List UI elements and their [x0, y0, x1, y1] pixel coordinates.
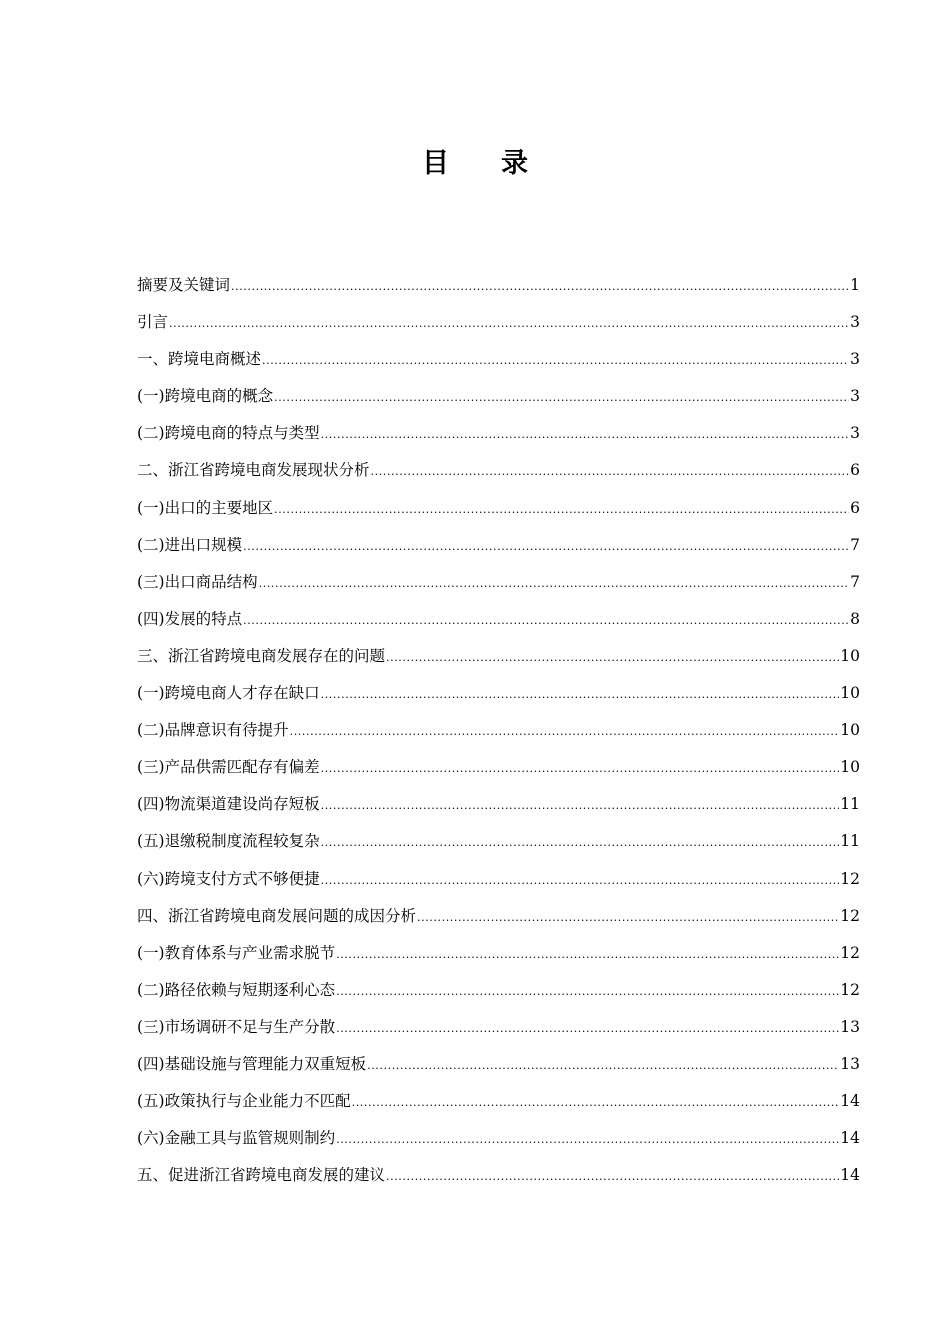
toc-entry-label: (五)政策执行与企业能力不匹配: [137, 1092, 351, 1111]
toc-entry[interactable]: [137, 901, 860, 938]
toc-entry[interactable]: [137, 604, 860, 641]
toc-dot-leader: [321, 791, 840, 821]
toc-dot-leader: [371, 457, 850, 487]
toc-entry-label: 引言: [137, 313, 169, 332]
toc-entry-label: (一)跨境电商的概念: [137, 387, 274, 406]
toc-dot-leader: [321, 866, 840, 896]
toc-entry-label: (四)物流渠道建设尚存短板: [137, 795, 320, 814]
toc-entry[interactable]: [137, 1086, 860, 1123]
toc-dot-leader: [352, 1088, 840, 1118]
toc-entry-label: 一、跨境电商概述: [137, 350, 262, 369]
toc-entry-label: (三)市场调研不足与生产分散: [137, 1017, 336, 1036]
toc-dot-leader: [336, 940, 839, 970]
toc-dot-leader: [386, 1162, 839, 1192]
toc-entry-page-number: 3: [850, 387, 860, 406]
toc-entry[interactable]: [137, 270, 860, 307]
toc-entry[interactable]: [137, 307, 860, 344]
toc-entry-page-number: 14: [840, 1092, 860, 1111]
toc-entry-label: (六)跨境支付方式不够便捷: [137, 869, 320, 888]
toc-entry-page-number: 11: [840, 795, 860, 814]
toc-dot-leader: [321, 828, 840, 858]
toc-entry-page-number: 12: [840, 906, 860, 925]
toc-entry-label: (一)跨境电商人才存在缺口: [137, 684, 320, 703]
toc-entry-page-number: 6: [850, 461, 860, 480]
toc-dot-leader: [321, 754, 840, 784]
toc-dot-leader: [169, 309, 849, 339]
toc-entry-label: (二)路径依赖与短期逐利心态: [137, 980, 336, 999]
table-of-contents: [137, 270, 860, 1197]
toc-dot-leader: [290, 717, 840, 747]
toc-dot-leader: [386, 643, 839, 673]
toc-entry[interactable]: [137, 567, 860, 604]
toc-entry[interactable]: [137, 715, 860, 752]
toc-entry-page-number: 10: [840, 684, 860, 703]
toc-entry-page-number: 10: [840, 758, 860, 777]
toc-entry[interactable]: [137, 789, 860, 826]
toc-entry[interactable]: [137, 1049, 860, 1086]
toc-entry-page-number: 10: [840, 646, 860, 665]
toc-entry-page-number: 3: [850, 424, 860, 443]
toc-entry[interactable]: [137, 493, 860, 530]
toc-entry[interactable]: [137, 530, 860, 567]
toc-entry[interactable]: [137, 975, 860, 1012]
toc-entry[interactable]: [137, 455, 860, 492]
toc-entry-page-number: 7: [850, 535, 860, 554]
toc-entry-label: 三、浙江省跨境电商发展存在的问题: [137, 646, 386, 665]
toc-entry-label: (五)退缴税制度流程较复杂: [137, 832, 320, 851]
toc-entry-page-number: 13: [840, 1054, 860, 1073]
toc-entry[interactable]: [137, 864, 860, 901]
toc-dot-leader: [367, 1051, 839, 1081]
toc-entry-page-number: 7: [850, 572, 860, 591]
toc-entry-label: (二)进出口规模: [137, 535, 243, 554]
toc-entry[interactable]: [137, 1123, 860, 1160]
toc-entry-page-number: 14: [840, 1129, 860, 1148]
toc-entry-label: (六)金融工具与监管规则制约: [137, 1129, 336, 1148]
toc-entry[interactable]: [137, 826, 860, 863]
toc-entry[interactable]: [137, 678, 860, 715]
toc-entry-label: (三)产品供需匹配存有偏差: [137, 758, 320, 777]
toc-entry-label: (二)跨境电商的特点与类型: [137, 424, 320, 443]
toc-entry-label: 四、浙江省跨境电商发展问题的成因分析: [137, 906, 417, 925]
toc-entry-page-number: 11: [840, 832, 860, 851]
toc-dot-leader: [336, 977, 839, 1007]
toc-entry-label: (二)品牌意识有待提升: [137, 721, 289, 740]
toc-entry-label: (四)发展的特点: [137, 609, 243, 628]
toc-dot-leader: [336, 1125, 839, 1155]
toc-entry-page-number: 3: [850, 350, 860, 369]
toc-entry-label: 五、促进浙江省跨境电商发展的建议: [137, 1166, 386, 1185]
toc-entry-page-number: 6: [850, 498, 860, 517]
toc-entry-page-number: 10: [840, 721, 860, 740]
page-title: 目录: [422, 148, 580, 179]
toc-dot-leader: [243, 606, 849, 636]
toc-entry-page-number: 14: [840, 1166, 860, 1185]
toc-entry[interactable]: [137, 418, 860, 455]
toc-entry[interactable]: [137, 752, 860, 789]
toc-entry-page-number: 12: [840, 943, 860, 962]
toc-dot-leader: [274, 495, 849, 525]
toc-entry-label: (三)出口商品结构: [137, 572, 258, 591]
toc-dot-leader: [321, 680, 840, 710]
toc-entry-label: (四)基础设施与管理能力双重短板: [137, 1054, 367, 1073]
toc-dot-leader: [259, 569, 850, 599]
toc-dot-leader: [417, 903, 839, 933]
toc-entry-page-number: 12: [840, 980, 860, 999]
toc-entry[interactable]: [137, 1012, 860, 1049]
toc-entry-page-number: 12: [840, 869, 860, 888]
toc-entry-page-number: 13: [840, 1017, 860, 1036]
toc-dot-leader: [262, 346, 849, 376]
toc-entry[interactable]: [137, 1160, 860, 1197]
toc-dot-leader: [336, 1014, 839, 1044]
toc-entry-page-number: 8: [850, 609, 860, 628]
toc-entry[interactable]: [137, 381, 860, 418]
toc-entry-label: 摘要及关键词: [137, 276, 231, 294]
toc-entry-page-number: 1: [850, 276, 860, 294]
toc-dot-leader: [243, 532, 849, 562]
toc-entry-label: (一)出口的主要地区: [137, 498, 274, 517]
toc-entry-page-number: 3: [850, 313, 860, 332]
toc-entry-label: (一)教育体系与产业需求脱节: [137, 943, 336, 962]
toc-entry[interactable]: [137, 641, 860, 678]
toc-dot-leader: [321, 420, 850, 450]
toc-dot-leader: [274, 383, 849, 413]
toc-entry[interactable]: [137, 938, 860, 975]
toc-entry-label: 二、浙江省跨境电商发展现状分析: [137, 461, 370, 480]
toc-entry[interactable]: [137, 344, 860, 381]
toc-dot-leader: [231, 272, 849, 302]
